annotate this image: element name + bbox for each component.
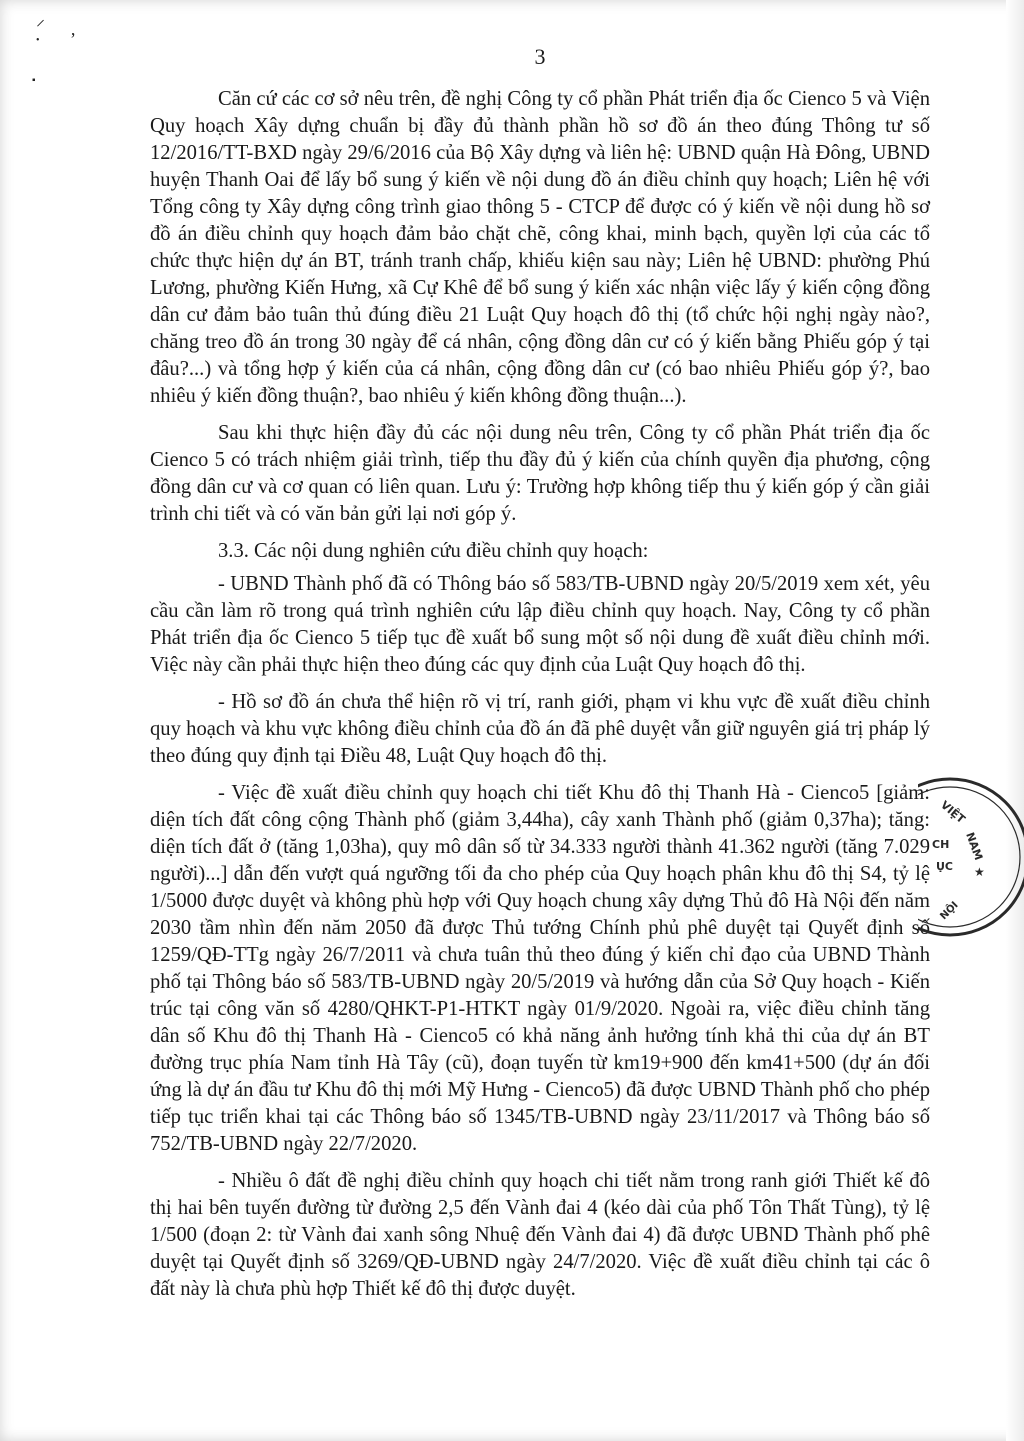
- paragraph-bullet-land-plots: - Nhiều ô đất đề nghị điều chỉnh quy hoạch chi tiết nằm trong ranh giới Thiết kế đô thị hai bên tuyến đường từ đường 2,5 đến Vành đai 4 (kéo dài của phố Tôn Thất Tùng), tỷ lệ 1/500 (đoạn 2: từ Vành đai xanh sông Nhuệ đến Vành đai 4) đã được UBND Thành phố phê duyệt tại Quyết định số 3269/QĐ-UBND ngày 24/7/2020. Việc đề xuất điều chỉnh tại các ô đất này là chưa phù hợp Thiết kế đô thị được duyệt.: [150, 1170, 930, 1300]
- paragraph-basis: Căn cứ các cơ sở nêu trên, đề nghị Công ty cổ phần Phát triển địa ốc Cienco 5 và Viện Quy hoạch Xây dựng chuẩn bị đầy đủ thành phần hồ sơ đồ án theo đúng Thông tư số 12/2016/TT-BXD ngày 29/6/2016 của Bộ Xây dựng và liên hệ: UBND quận Hà Đông, UBND huyện Thanh Oai để lấy bổ sung ý kiến về nội dung đồ án điều chỉnh quy hoạch; Liên hệ với Tổng công ty Xây dựng công trình giao thông 5 - CTCP để được có ý kiến về nội dung hồ sơ đồ án điều chỉnh quy hoạch đảm bảo chặt chẽ, công khai, minh bạch, quyền lợi của các tổ chức thực hiện dự án BT, tránh tranh chấp, khiếu kiện sau này; Liên hệ UBND: phường Phú Lương, phường Kiến Hưng, xã Cự Khê để bổ sung ý kiến xác nhận việc lấy ý kiến cộng đồng dân cư đảm bảo tuân thủ đúng điều 21 Luật Quy hoạch đô thị (tổ chức hội nghị ngày nào?, chăng treo đồ án trong 30 ngày để cá nhân, cộng đồng dân cư có ý kiến bằng Phiếu góp ý tại đâu?...) và tổng hợp ý kiến của cá nhân, cộng đồng dân cư (có bao nhiêu Phiếu góp ý?, bao nhiêu ý kiến đồng thuận?, bao nhiêu ý kiến không đồng thuận...).: [150, 88, 930, 407]
- scan-mark: ⸝: [36, 9, 45, 29]
- scan-mark: ▪: [32, 75, 36, 86]
- svg-text:NAM: NAM: [963, 830, 986, 862]
- svg-text:VIỆT: VIỆT: [938, 798, 968, 827]
- page-edge: [1006, 0, 1024, 1441]
- scan-mark: ʼ: [70, 29, 76, 49]
- document-body: [150, 86, 930, 1313]
- paragraph-bullet-adjustment: - Việc đề xuất điều chỉnh quy hoạch chi tiết Khu đô thị Thanh Hà - Cienco5 [giảm: diện tích đất công cộng Thành phố (giảm 3,44ha), cây xanh Thành phố (giảm 0,37ha); tăng: diện tích đất ở (tăng 1,03ha), quy mô dân số từ 34.333 người thành 41.362 người (tăng 7.029 người)...] dẫn đến vượt quá ngưỡng tối đa cho phép của Quy hoạch phân khu đô thị S4, tỷ lệ 1/5000 được duyệt và không phù hợp với Quy hoạch chung xây dựng Thủ đô Hà Nội đến năm 2030 tầm nhìn đến năm 2050 đã được Thủ tướng Chính phủ phê duyệt tại Quyết định số 1259/QĐ-TTg ngày 26/7/2011 và chưa tuân thủ theo đúng ý kiến chỉ đạo của UBND Thành phố tại Thông báo số 583/TB-UBND ngày 20/5/2019 và hướng dẫn của Sở Quy hoạch - Kiến trúc tại công văn số 4280/QHKT-P1-HTKT ngày 01/9/2020. Ngoài ra, việc điều chỉnh tăng dân số Khu đô thị Thanh Hà - Cienco5 có khả năng ảnh hưởng tính khả thi của dự án BT đường trục phía Nam tỉnh Hà Tây (cũ), đoạn tuyến từ km19+900 đến km41+500 (dự án đối ứng là dự án đầu tư Khu đô thị mới Mỹ Hưng - Cienco5) đã được UBND Thành phố cho phép tiếp tục triển khai tại các Thông báo số 1345/TB-UBND ngày 23/11/2017 và Thông báo số 752/TB-UBND ngày 22/7/2020.: [150, 782, 930, 1155]
- scan-mark: •: [36, 35, 40, 46]
- official-seal-stamp: [918, 772, 1024, 942]
- paragraph-bullet-notice: - UBND Thành phố đã có Thông báo số 583/TB-UBND ngày 20/5/2019 xem xét, yêu cầu cần làm rõ trong quá trình nghiên cứu lập điều chỉnh quy hoạch. Nay, Công ty cổ phần Phát triển địa ốc Cienco 5 tiếp tục đề xuất bổ sung một số nội dung đề xuất điều chỉnh mới. Việc này cần phải thực hiện theo đúng các quy định của Luật Quy hoạch đô thị.: [150, 573, 930, 676]
- section-heading-3-3: 3.3. Các nội dung nghiên cứu điều chỉnh quy hoạch:: [218, 540, 649, 562]
- svg-text:CH: CH: [932, 838, 950, 851]
- svg-text:ỤC: ỤC: [936, 860, 954, 873]
- svg-text:NỘI: NỘI: [938, 899, 961, 923]
- svg-text:★: ★: [974, 865, 985, 879]
- paragraph-bullet-boundary: - Hồ sơ đồ án chưa thể hiện rõ vị trí, ranh giới, phạm vi khu vực đề xuất điều chỉnh quy hoạch và khu vực không điều chỉnh của đồ án đã phê duyệt vẫn giữ nguyên giá trị pháp lý theo đúng quy định tại Điều 48, Luật Quy hoạch đô thị.: [150, 691, 930, 767]
- paragraph-responsibility: Sau khi thực hiện đầy đủ các nội dung nêu trên, Công ty cổ phần Phát triển địa ốc Cienco 5 có trách nhiệm giải trình, tiếp thu đầy đủ ý kiến của chính quyền địa phương, cộng đồng dân cư và cơ quan có liên quan. Lưu ý: Trường hợp không tiếp thu ý kiến góp ý cần giải trình chi tiết và có văn bản gửi lại nơi góp ý.: [150, 422, 930, 525]
- page-number: 3: [534, 44, 546, 69]
